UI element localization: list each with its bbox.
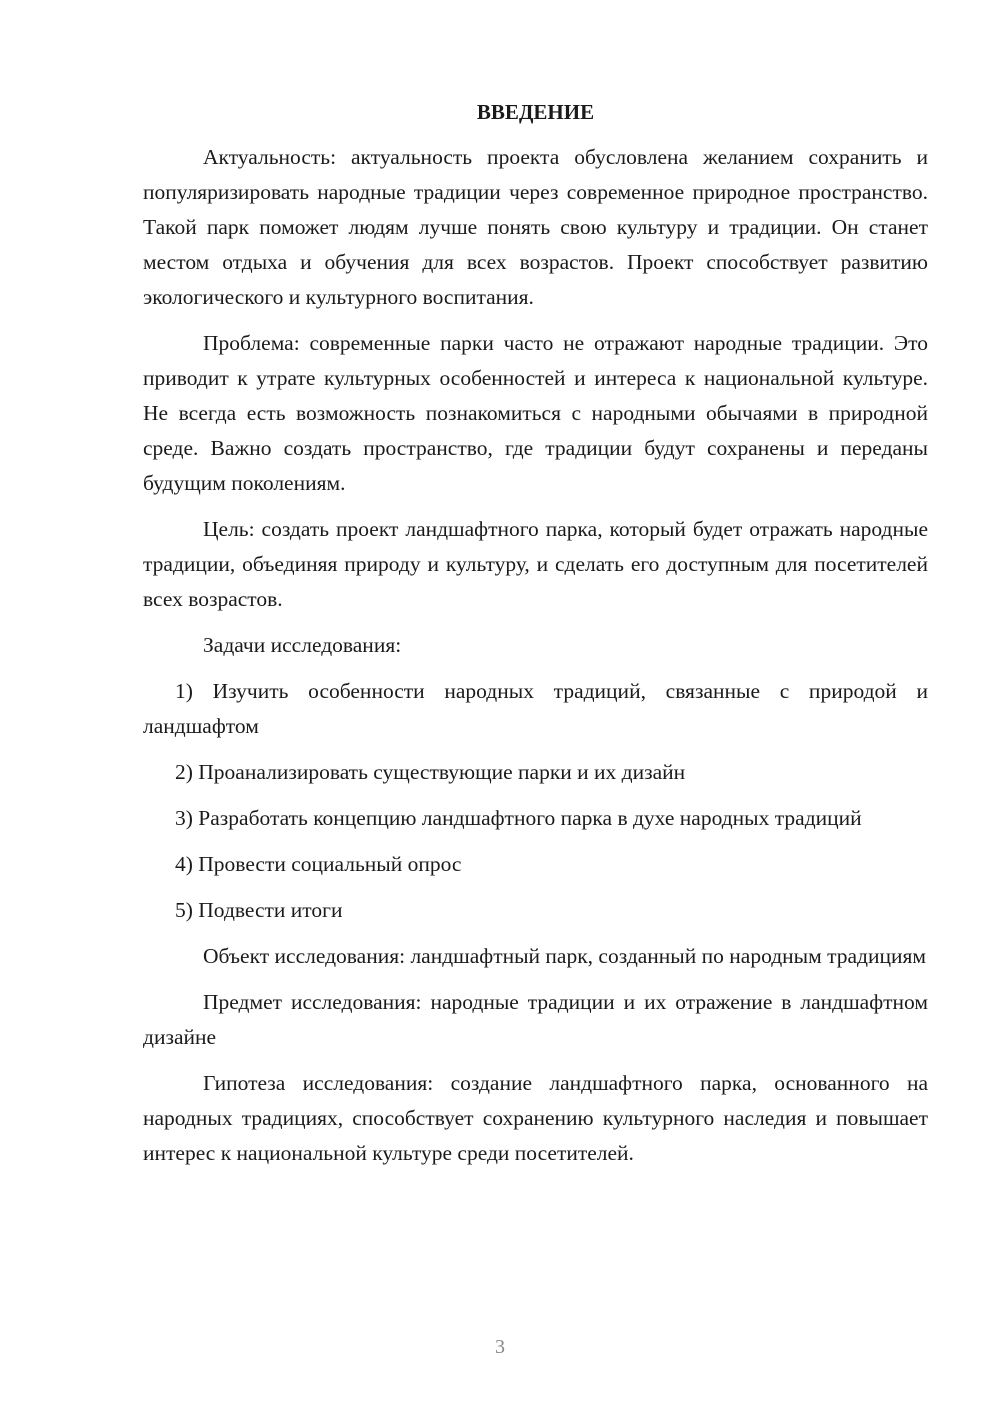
tasks-heading: Задачи исследования: — [203, 633, 402, 657]
task-item: 5) Подвести итоги — [175, 898, 343, 922]
document-page — [143, 95, 928, 1182]
hypothesis-paragraph: Гипотеза исследования: создание ландшафтного парка, основанного на народных традициях, способствует сохранению культурного наследия и повышает интерес к национальной культуре среди посетителей. — [143, 1071, 928, 1165]
goal-paragraph: Цель: создать проект ландшафтного парка, который будет отражать народные традиции, объединяя природу и культуру, и сделать его доступным для посетителей всех возрастов. — [143, 517, 928, 611]
subject-paragraph: Предмет исследования: народные традиции и их отражение в ландшафтном дизайне — [143, 990, 928, 1049]
relevance-paragraph: Актуальность: актуальность проекта обусловлена желанием сохранить и популяризировать народные традиции через современное природное пространство. Такой парк поможет людям лучше понять свою культуру и традиции. Он станет местом отдыха и обучения для всех возрастов. Проект способствует развитию экологического и культурного воспитания. — [143, 145, 928, 309]
problem-paragraph: Проблема: современные парки часто не отражают народные традиции. Это приводит к утрате культурных особенностей и интереса к национальной культуре. Не всегда есть возможность познакомиться с народными обычаями в природной среде. Важно создать пространство, где традиции будут сохранены и переданы будущим поколениям. — [143, 331, 928, 495]
task-item: 2) Проанализировать существующие парки и их дизайн — [175, 760, 686, 784]
object-paragraph: Объект исследования: ландшафтный парк, созданный по народным традициям — [203, 944, 926, 968]
task-item: 1) Изучить особенности народных традиций, связанные с природой и ландшафтом — [143, 679, 928, 738]
task-item: 4) Провести социальный опрос — [175, 852, 462, 876]
page-number: 3 — [495, 1336, 505, 1358]
task-item: 3) Разработать концепцию ландшафтного парка в духе народных традиций — [175, 806, 862, 830]
section-title: ВВЕДЕНИЕ — [476, 100, 595, 124]
